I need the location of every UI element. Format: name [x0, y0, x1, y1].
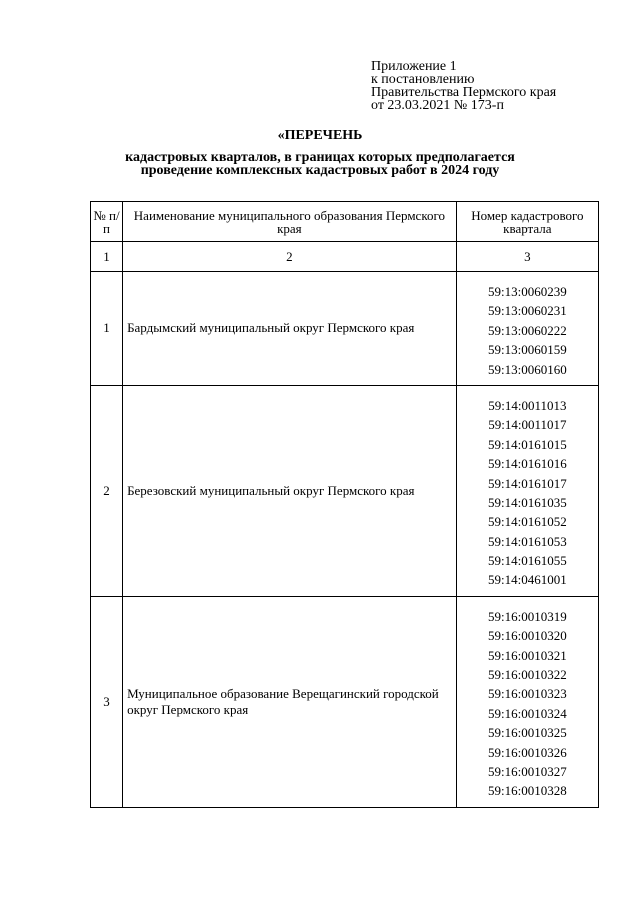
appendix-block: [371, 60, 631, 112]
appendix-line: Правительства Пермского края: [371, 85, 557, 100]
cadastral-code: 59:16:0010320: [487, 628, 567, 644]
header-municipality: Наименование муниципального образования Пермского края: [123, 202, 457, 242]
cadastral-code: 59:14:0461001: [487, 572, 567, 588]
cadastral-code: 59:14:0011017: [488, 417, 567, 433]
appendix-line: к постановлению: [371, 72, 475, 87]
cadastral-table: [90, 201, 599, 808]
document-heading: «ПЕРЕЧЕНЬ: [277, 128, 363, 143]
appendix-line: Приложение 1: [371, 59, 457, 74]
cadastral-code: 59:13:0060159: [487, 342, 567, 358]
cadastral-code: 59:14:0161053: [487, 533, 567, 549]
cadastral-code: 59:16:0010324: [487, 705, 567, 721]
cadastral-code: 59:13:0060239: [487, 284, 567, 299]
cadastral-code: 59:16:0010319: [487, 608, 567, 624]
municipality-name: Бардымский муниципальный округ Пермского края: [123, 272, 457, 386]
document-subtitle: [0, 151, 640, 177]
table-row: [91, 596, 599, 807]
row-number: 1: [91, 272, 123, 386]
column-number: 3: [456, 242, 598, 272]
header-cadastral-number: Номер кадастрового квартала: [456, 202, 598, 242]
cadastral-code: 59:14:0161052: [487, 514, 567, 530]
municipality-name: Березовский муниципальный округ Пермского края: [123, 385, 457, 596]
cadastral-code: 59:16:0010322: [487, 667, 567, 683]
subtitle-line: кадастровых кварталов, в границах которых предполагается: [125, 150, 515, 165]
appendix-line: от 23.03.2021 № 173-п: [371, 98, 504, 113]
cadastral-code: 59:14:0161055: [487, 553, 567, 569]
cadastral-code: 59:16:0010327: [487, 763, 567, 779]
row-number: 3: [91, 596, 123, 807]
cadastral-code: 59:14:0011013: [488, 397, 567, 413]
header-number: № п/п: [91, 202, 123, 242]
cadastral-code: 59:13:0060231: [487, 303, 567, 319]
cadastral-code: 59:13:0060222: [487, 322, 567, 338]
subtitle-line: проведение комплексных кадастровых работ в 2024 году: [140, 163, 500, 178]
row-number: 2: [91, 385, 123, 596]
cadastral-code: 59:16:0010328: [487, 783, 567, 799]
table-row: [91, 385, 599, 596]
column-number: 2: [123, 242, 457, 272]
table-row: [91, 272, 599, 386]
cadastral-code: 59:16:0010321: [487, 647, 567, 663]
cadastral-codes-cell: [456, 596, 598, 807]
cadastral-code: 59:14:0161016: [487, 456, 567, 472]
column-number: 1: [91, 242, 123, 272]
table-header-row: [91, 202, 599, 242]
cadastral-code: 59:16:0010326: [487, 744, 567, 760]
cadastral-code: 59:14:0161035: [487, 494, 567, 510]
municipality-name: Муниципальное образование Верещагинский городской округ Пермского края: [123, 596, 457, 807]
cadastral-codes-cell: [456, 385, 598, 596]
cadastral-codes-cell: [456, 272, 598, 386]
column-number-row: [91, 242, 599, 272]
cadastral-code: 59:13:0060160: [487, 361, 567, 377]
cadastral-code: 59:16:0010323: [487, 686, 567, 702]
cadastral-code: 59:14:0161017: [487, 475, 567, 491]
cadastral-code: 59:14:0161015: [487, 436, 567, 452]
cadastral-code: 59:16:0010325: [487, 725, 567, 741]
